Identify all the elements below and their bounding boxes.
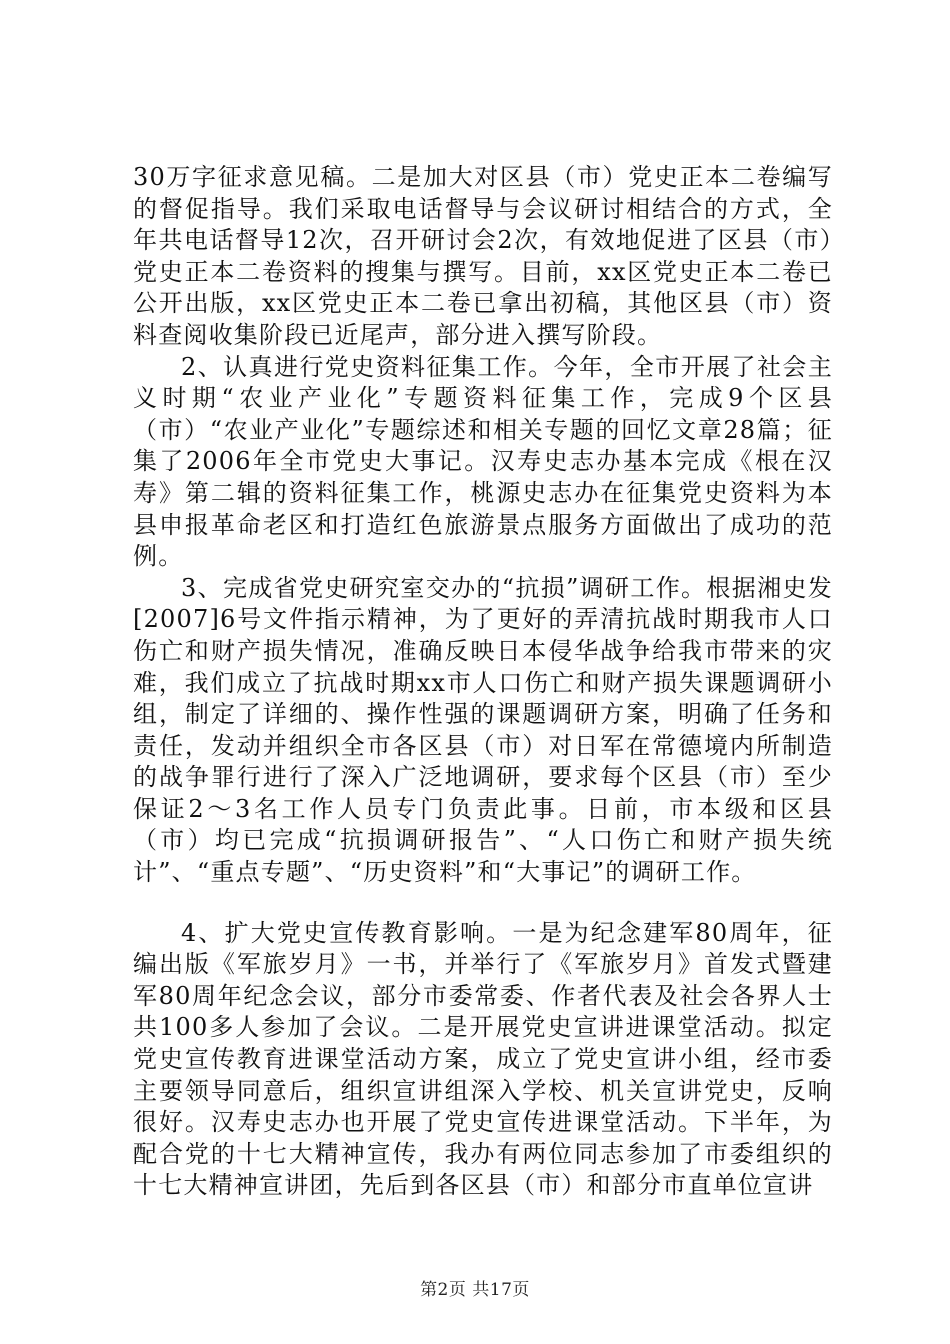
document-body xyxy=(133,162,833,1202)
paragraph-continuation: 30万字征求意见稿。二是加大对区县（市）党史正本二卷编写的督促指导。我们采取电话督导与会议研讨相结合的方式，全年共电话督导12次，召开研讨会2次，有效地促进了区县（市）党史正本二卷资料的搜集与撰写。目前，xx区党史正本二卷已公开出版，xx区党史正本二卷已拿出初稿，其他区县（市）资料查阅收集阶段已近尾声，部分进入撰写阶段。 xyxy=(133,163,833,349)
page-number-footer: 第2页 共17页 xyxy=(420,1280,530,1300)
paragraph-party-history-collection: 2、认真进行党史资料征集工作。今年，全市开展了社会主义时期“农业产业化”专题资料征集工作，完成9个区县（市）“农业产业化”专题综述和相关专题的回忆文章28篇；征集了2006年全市党史大事记。汉寿史志办基本完成《根在汉寿》第二辑的资料征集工作，桃源史志办在征集党史资料为本县申报革命老区和打造红色旅游景点服务方面做出了成功的范例。 xyxy=(133,352,833,571)
paragraph-war-loss-research: 3、完成省党史研究室交办的“抗损”调研工作。根据湘史发[2007]6号文件指示精神，为了更好的弄清抗战时期我市人口伤亡和财产损失情况，准确反映日本侵华战争给我市带来的灾难，我们成立了抗战时期xx市人口伤亡和财产损失课题调研小组，制定了详细的、操作性强的课题调研方案，明确了任务和责任，发动并组织全市各区县（市）对日军在常德境内所制造的战争罪行进行了深入广泛地调研，要求每个区县（市）至少保证2～3名工作人员专门负责此事。日前，市本级和区县（市）均已完成“抗损调研报告”、“人口伤亡和财产损失统计”、“重点专题”、“历史资料”和“大事记”的调研工作。 xyxy=(133,573,833,887)
paragraph-education-influence: 4、扩大党史宣传教育影响。一是为纪念建军80周年，征编出版《军旅岁月》一书，并举行了《军旅岁月》首发式暨建军80周年纪念会议，部分市委常委、作者代表及社会各界人士共100多人参加了会议。二是开展党史宣讲进课堂活动。拟定党史宣传教育进课堂活动方案，成立了党史宣讲小组，经市委主要领导同意后，组织宣讲组深入学校、机关宣讲党史，反响很好。汉寿史志办也开展了党史宣传进课堂活动。下半年，为配合党的十七大精神宣传，我办有两位同志参加了市委组织的十七大精神宣讲团，先后到各区县（市）和部分市直单位宣讲 xyxy=(133,918,833,1200)
